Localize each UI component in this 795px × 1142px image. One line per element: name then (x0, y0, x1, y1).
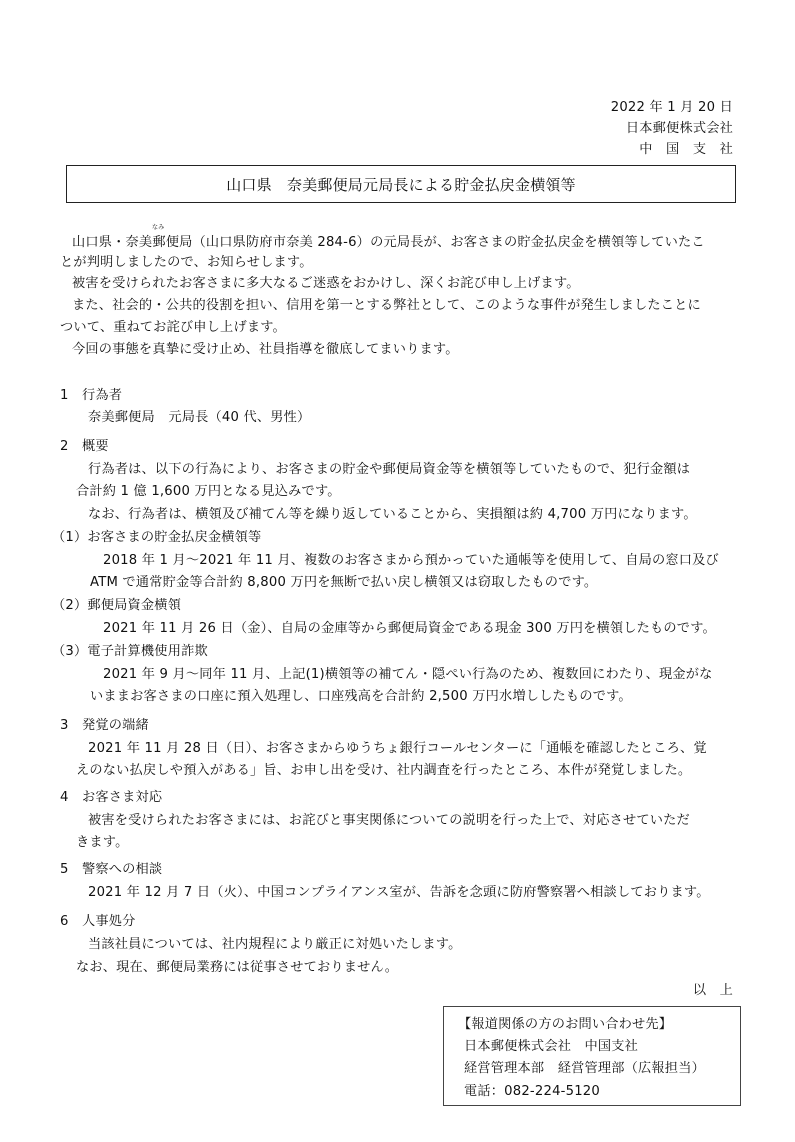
company-name: 日本郵便株式会社 (625, 121, 733, 136)
section-2-heading: 2 概要 (60, 439, 109, 454)
branch-name: 中 国 支 社 (639, 142, 733, 157)
contact-company: 日本郵便株式会社 中国支社 (464, 1039, 639, 1054)
intro-p1-line1: 山口県・奈美郵便局（山口県防府市奈美 284-6）の元局長が、お客さまの貯金払戻金を横領等していたこ (72, 235, 705, 250)
contact-department: 経営管理本部 経営管理部（広報担当） (464, 1061, 705, 1076)
section-2-sub1-heading: （1）お客さまの貯金払戻金横領等 (52, 530, 262, 545)
contact-heading: 【報道関係の方のお問い合わせ先】 (458, 1017, 673, 1032)
section-2-line2: 合計約 1 億 1,600 万円となる見込みです。 (76, 484, 341, 499)
section-6-line2: なお、現在、郵便局業務には従事させておりません。 (76, 960, 399, 975)
section-4-heading: 4 お客さま対応 (60, 790, 163, 805)
issue-date: 2022 年 1 月 20 日 (610, 100, 733, 115)
section-2-sub2-heading: （2）郵便局資金横領 (52, 598, 182, 613)
section-3-line1: 2021 年 11 月 28 日（日）、お客さまからゆうちょ銀行コールセンターに「通帳を確認したところ、覚 (88, 741, 707, 756)
section-1-line1: 奈美郵便局 元局長（40 代、男性） (88, 410, 311, 425)
closing-mark: 以 上 (692, 983, 733, 998)
section-2-sub1-line1: 2018 年 1 月～2021 年 11 月、複数のお客さまから預かっていた通帳等を使用して、自局の窓口及び (103, 553, 719, 568)
section-4-line1: 被害を受けられたお客さまには、お詫びと事実関係についての説明を行った上で、対応させていただ (88, 813, 690, 828)
section-1-heading: 1 行為者 (60, 388, 123, 403)
contact-phone: 電話：082-224-5120 (464, 1084, 600, 1099)
section-5-heading: 5 警察への相談 (60, 862, 163, 877)
intro-p3-line2: ついて、重ねてお詫び申し上げます。 (60, 320, 286, 335)
section-2-sub3-line1: 2021 年 9 月～同年 11 月、上記(1)横領等の補てん・隠ぺい行為のため、複数回にわたり、現金がな (103, 667, 713, 682)
section-2-sub3-heading: （3）電子計算機使用詐欺 (52, 644, 208, 659)
section-3-line2: えのない払戻しや預入がある」旨、お申し出を受け、社内調査を行ったところ、本件が発覚しました。 (76, 763, 692, 778)
section-2-line1: 行為者は、以下の行為により、お客さまの貯金や郵便局資金等を横領等していたもので、犯行金額は (88, 462, 691, 477)
section-4-line2: きます。 (76, 835, 129, 850)
section-2-sub1-line2: ATM で通常貯金等合計約 8,800 万円を無断で払い戻し横領又は窃取したものです。 (90, 575, 598, 590)
section-5-line1: 2021 年 12 月 7 日（火）、中国コンプライアンス室が、告訴を念頭に防府警察署へ相談しております。 (88, 885, 710, 900)
section-2-sub2-line1: 2021 年 11 月 26 日（金）、自局の金庫等から郵便局資金である現金 300 万円を横領したものです。 (103, 621, 716, 636)
intro-p3-line1: また、社会的・公共的役割を担い、信用を第一とする弊社として、このような事件が発生しましたことに (72, 298, 701, 313)
section-6-line1: 当該社員については、社内規程により厳正に対処いたします。 (88, 937, 462, 952)
page-title-text: 山口県 奈美郵便局元局長による貯金払戻金横領等 (226, 175, 576, 194)
section-2-line3: なお、行為者は、横領及び補てん等を繰り返していることから、実損額は約 4,700 万円になります。 (88, 507, 697, 522)
intro-p1-line2: とが判明しましたので、お知らせします。 (60, 255, 313, 270)
press-contact-box (443, 1006, 741, 1106)
section-6-heading: 6 人事処分 (60, 914, 136, 929)
intro-p2: 被害を受けられたお客さまに多大なるご迷惑をおかけし、深くお詫び申し上げます。 (72, 276, 580, 291)
furigana: なみ (152, 224, 165, 231)
page-title (66, 165, 736, 203)
section-3-heading: 3 発覚の端緒 (60, 718, 149, 733)
section-2-sub3-line2: いままお客さまの口座に預入処理し、口座残高を合計約 2,500 万円水増ししたものです。 (90, 689, 632, 704)
intro-p4: 今回の事態を真摯に受け止め、社員指導を徹底してまいります。 (72, 342, 459, 357)
